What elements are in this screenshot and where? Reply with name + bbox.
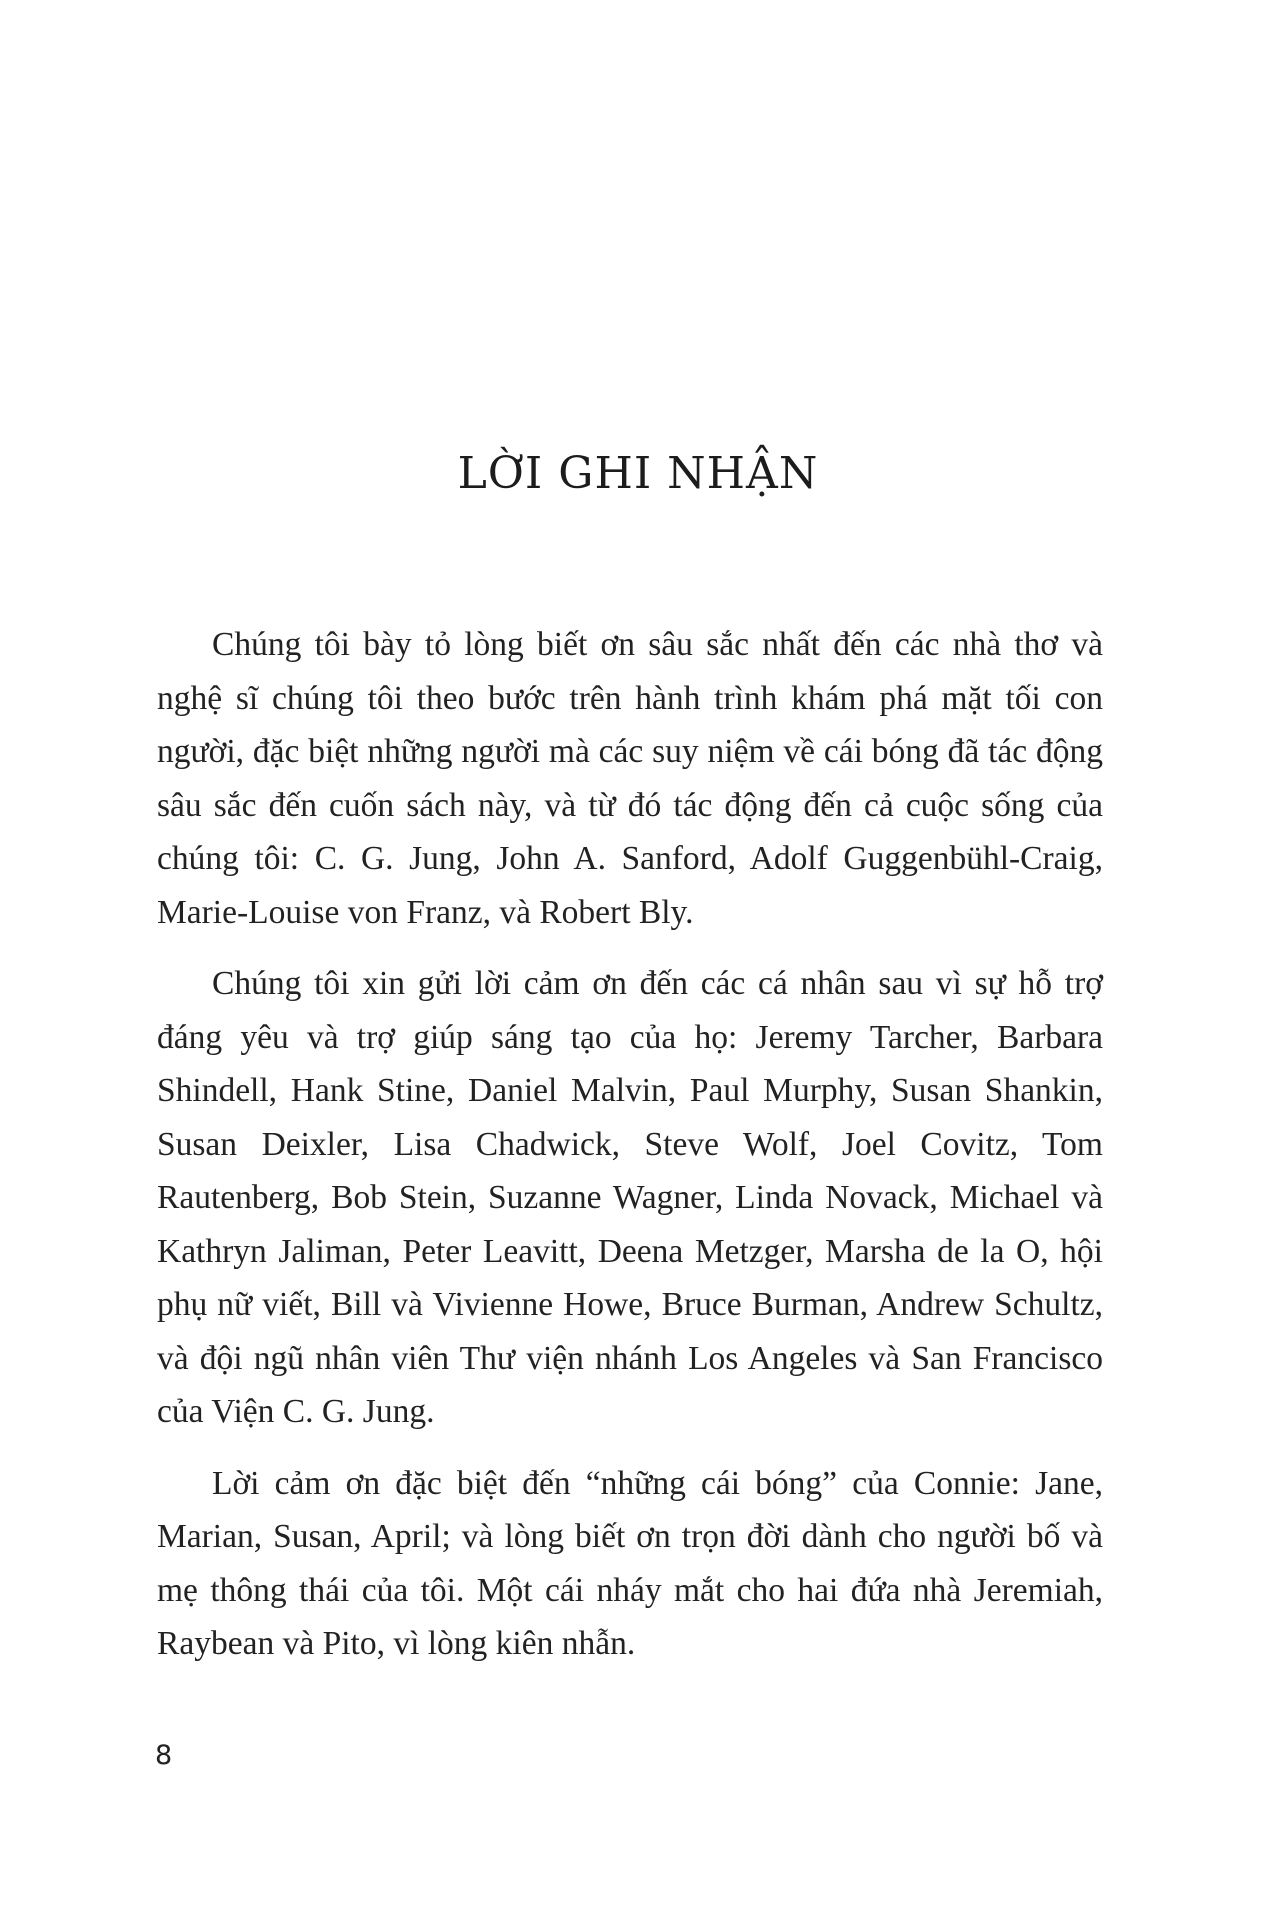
acknowledgements-body: [157, 618, 1103, 1689]
paragraph: Lời cảm ơn đặc biệt đến “những cái bóng” của Connie: Jane, Marian, Susan, April; và lòng biết ơn trọn đời dành cho người bố và mẹ thông thái của tôi. Một cái nháy mắt cho hai đứa nhà Jeremiah, Raybean và Pito, vì lòng kiên nhẫn.: [157, 1464, 1103, 1662]
page-title: LỜI GHI NHẬN: [457, 448, 819, 499]
paragraph: Chúng tôi xin gửi lời cảm ơn đến các cá nhân sau vì sự hỗ trợ đáng yêu và trợ giúp sáng tạo của họ: Jeremy Tarcher, Barbara Shindell, Hank Stine, Daniel Malvin, Paul Murphy, Susan Shankin, Susan Deixler, Lisa Chadwick, Steve Wolf, Joel Covitz, Tom Rautenberg, Bob Stein, Suzanne Wagner, Linda Novack, Michael và Kathryn Jaliman, Peter Leavitt, Deena Metzger, Marsha de la O, hội phụ nữ viết, Bill và Vivienne Howe, Bruce Burman, Andrew Schultz, và đội ngũ nhân viên Thư viện nhánh Los Angeles và San Francisco của Viện C. G. Jung.: [157, 965, 1103, 1430]
paragraph: Chúng tôi bày tỏ lòng biết ơn sâu sắc nhất đến các nhà thơ và nghệ sĩ chúng tôi theo bước trên hành trình khám phá mặt tối con người, đặc biệt những người mà các suy niệm về cái bóng đã tác động sâu sắc đến cuốn sách này, và từ đó tác động đến cả cuộc sống của chúng tôi: C. G. Jung, John A. Sanford, Adolf Guggenbühl-Craig, Marie-Louise von Franz, và Robert Bly.: [157, 626, 1103, 931]
page-number: 8: [155, 1740, 173, 1771]
